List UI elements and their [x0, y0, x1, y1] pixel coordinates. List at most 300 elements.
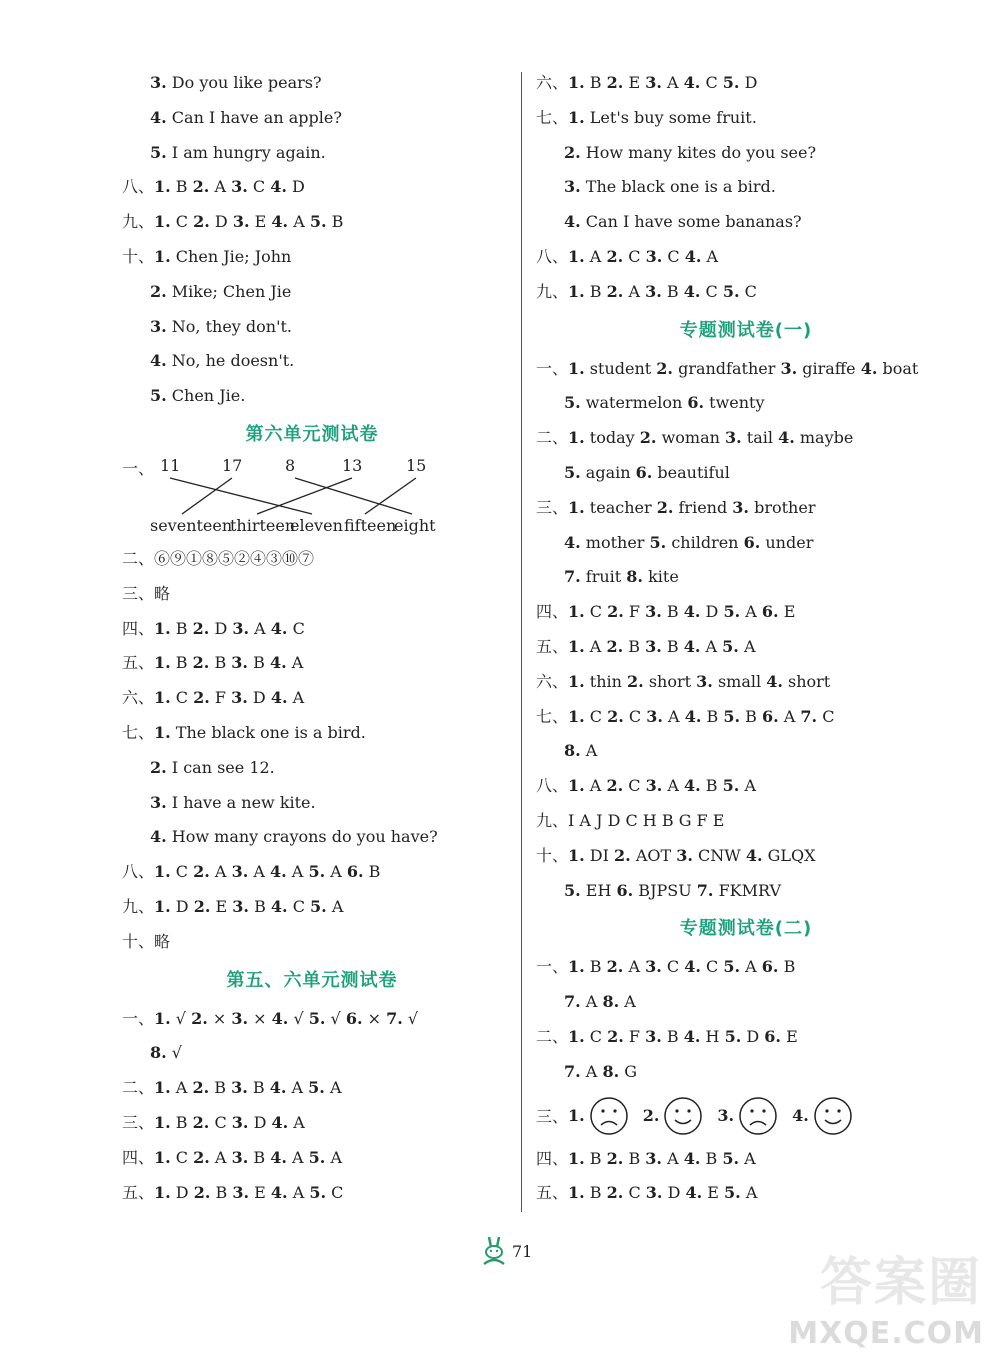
- face-item: [717, 1096, 778, 1136]
- answer-text: beautiful: [652, 462, 730, 482]
- item-number: 8.: [564, 741, 581, 761]
- answer-text: E: [781, 1026, 798, 1046]
- answer-text: B: [700, 776, 723, 796]
- item-number: 1.: [568, 845, 585, 865]
- answer-row: [122, 925, 502, 960]
- section-number: 九、: [122, 896, 155, 916]
- answer-text: A: [287, 688, 305, 708]
- match-word: fifteen: [344, 515, 397, 535]
- item-number: 7.: [800, 706, 818, 726]
- item-number: 1.: [568, 602, 585, 622]
- item-number: 6.: [635, 462, 653, 482]
- item-number: 1.: [568, 636, 585, 656]
- item-number: 1.: [154, 1147, 171, 1167]
- answer-row: [536, 386, 956, 421]
- answer-text: small: [712, 671, 767, 691]
- answer-text: C: [326, 1182, 344, 1202]
- item-number: 5.: [724, 1026, 742, 1046]
- section-number: 五、: [122, 1182, 155, 1202]
- answer-text: B: [209, 653, 232, 673]
- item-number: 5.: [308, 1147, 326, 1167]
- answer-text: B: [248, 653, 270, 673]
- face-item: [568, 1096, 629, 1136]
- answer-row: [536, 352, 956, 387]
- answer-text: F: [623, 602, 646, 622]
- item-number: 6.: [761, 706, 779, 726]
- answer-text: A: [580, 992, 603, 1012]
- section-number: 三、: [122, 583, 155, 603]
- answer-text: A: [661, 73, 684, 92]
- answer-row: [122, 612, 502, 647]
- answer-row: [536, 665, 956, 700]
- item-number: 2.: [606, 776, 624, 796]
- answer-text: B: [326, 212, 344, 232]
- answer-text: DI: [584, 845, 615, 865]
- match-word: eleven: [290, 515, 343, 535]
- item-number: 3.: [780, 358, 798, 378]
- answer-row: [536, 769, 956, 804]
- item-number: 2.: [607, 1026, 624, 1046]
- answer-text: B: [661, 636, 684, 656]
- matching-line-0: [170, 478, 312, 514]
- answer-text: A: [248, 862, 271, 882]
- section-number: 八、: [536, 776, 569, 796]
- item-number: 6.: [345, 1008, 363, 1028]
- answer-row: [536, 874, 956, 909]
- answer-text: GLQX: [762, 845, 816, 865]
- answer-text: 略: [154, 931, 171, 951]
- answer-text: A: [584, 636, 607, 656]
- answer-text: A: [170, 1078, 193, 1098]
- answer-row: [122, 542, 502, 577]
- answer-row: [122, 1141, 502, 1176]
- item-number: 2.: [193, 212, 210, 232]
- item-number: 1.: [154, 212, 171, 232]
- item-number: 2.: [192, 618, 210, 638]
- item-number: 1.: [568, 1148, 585, 1168]
- section-number: 十、: [122, 931, 155, 951]
- answer-text: A: [288, 212, 310, 232]
- happy-face-icon: [663, 1096, 703, 1136]
- item-number: 4.: [150, 351, 167, 371]
- answer-text: BJPSU: [633, 880, 697, 900]
- item-number: 5.: [722, 1148, 740, 1168]
- item-number: 7.: [564, 567, 581, 587]
- left-column: [122, 66, 502, 1210]
- answer-text: I A J D C H B G F E: [568, 810, 725, 830]
- item-number: 3.: [232, 618, 250, 638]
- answer-row: [122, 716, 502, 751]
- answer-text: A: [700, 636, 723, 656]
- answer-row: [122, 310, 502, 345]
- answer-text: A: [287, 1182, 310, 1202]
- answer-row: [122, 577, 502, 612]
- answer-row: [536, 275, 956, 310]
- item-number: 3.: [150, 792, 167, 812]
- item-number: 4.: [683, 602, 701, 622]
- item-number: 4.: [271, 212, 289, 232]
- section-number: 一、: [536, 957, 569, 977]
- answer-text: B: [170, 653, 193, 673]
- answer-row: [122, 1002, 502, 1037]
- section-number: 八、: [122, 862, 155, 882]
- answer-row: [122, 751, 502, 786]
- answer-row: [122, 855, 502, 890]
- item-number: 1.: [568, 246, 585, 266]
- item-number: 5.: [564, 462, 581, 482]
- item-number: 3.: [232, 896, 249, 916]
- matching-line-2: [295, 478, 412, 514]
- item-number: 7.: [696, 880, 714, 900]
- answer-text: A: [619, 992, 636, 1012]
- answer-text: short: [643, 671, 697, 691]
- answer-text: C: [623, 1183, 646, 1203]
- answer-row: [536, 66, 956, 101]
- answer-text: B: [170, 1112, 193, 1132]
- answer-text: G: [619, 1061, 638, 1081]
- watermark-logo: [724, 1247, 994, 1357]
- item-number: 1.: [568, 428, 585, 448]
- item-number: 4.: [564, 532, 581, 552]
- answer-text: A: [584, 246, 607, 266]
- answer-text: ⑥⑨①⑧⑤②④③⑩⑦: [154, 548, 315, 568]
- answer-text: The black one is a bird.: [170, 722, 366, 742]
- item-number: 4.: [150, 107, 167, 127]
- answer-text: A: [740, 602, 762, 622]
- item-number: 3.: [231, 862, 249, 882]
- answer-text: E: [210, 896, 233, 916]
- item-number: 8.: [626, 567, 643, 587]
- answer-text: A: [286, 1147, 309, 1167]
- item-number: 3.: [564, 177, 581, 197]
- answer-text: A: [326, 896, 344, 916]
- answer-text: D: [700, 602, 724, 622]
- item-number: 2.: [564, 142, 581, 162]
- item-number: 6.: [761, 957, 779, 977]
- item-number: 4.: [685, 1183, 703, 1203]
- item-number: 1.: [568, 73, 585, 92]
- item-number: 4.: [270, 688, 288, 708]
- answer-text: B: [209, 1078, 232, 1098]
- answer-text: C: [662, 246, 685, 266]
- answer-text: C: [170, 1147, 194, 1167]
- item-number: 3.: [645, 1026, 662, 1046]
- answer-text: C: [170, 688, 194, 708]
- section-heading: 专题测试卷(二): [679, 918, 813, 940]
- answer-text: A: [286, 653, 304, 673]
- answer-text: D: [662, 1183, 686, 1203]
- face-item: [643, 1096, 704, 1136]
- answer-text: √: [325, 1008, 346, 1028]
- answer-text: Can I have an apple?: [166, 107, 342, 127]
- answer-text: A: [288, 1112, 305, 1132]
- section-number: 九、: [536, 281, 569, 301]
- answer-row: [536, 804, 956, 839]
- item-number: 2.: [191, 1008, 208, 1028]
- item-number: 8.: [150, 1043, 167, 1063]
- answer-text: CNW: [692, 845, 746, 865]
- item-number: 1.: [568, 1106, 585, 1126]
- section-number: 七、: [122, 722, 155, 742]
- item-number: 2.: [607, 706, 624, 726]
- item-number: 7.: [386, 1008, 403, 1028]
- answer-text: E: [702, 1183, 725, 1203]
- answer-text: A: [324, 1078, 342, 1098]
- match-number: 15: [406, 455, 427, 475]
- matching-exercise: [122, 456, 502, 542]
- answer-text: B: [661, 602, 684, 622]
- answer-text: E: [778, 602, 796, 622]
- item-number: 3.: [232, 212, 250, 232]
- answer-text: C: [170, 862, 194, 882]
- answer-text: C: [584, 602, 608, 622]
- item-number: 1.: [568, 107, 585, 127]
- answer-text: A: [580, 741, 598, 761]
- rabbit-mascot-icon: [480, 1234, 508, 1268]
- item-number: 1.: [568, 957, 585, 977]
- item-number: 5.: [723, 706, 741, 726]
- answer-text: A: [623, 957, 646, 977]
- item-number: 2.: [193, 1147, 210, 1167]
- section-number: 四、: [122, 1147, 155, 1167]
- faces-row: [536, 1090, 956, 1142]
- answer-row: [122, 1071, 502, 1106]
- section-number: 七、: [536, 706, 569, 726]
- item-number: 1.: [154, 1078, 171, 1098]
- item-number: 4.: [270, 177, 287, 197]
- answer-text: E: [249, 1182, 271, 1202]
- answer-text: C: [661, 957, 685, 977]
- section-number: 十、: [536, 845, 569, 865]
- answer-text: C: [623, 246, 646, 266]
- answer-text: A: [662, 706, 685, 726]
- item-number: 3.: [150, 73, 167, 92]
- item-number: 6.: [761, 602, 779, 622]
- answer-row: [122, 344, 502, 379]
- match-word: thirteen: [230, 515, 296, 535]
- answer-text: A: [286, 1078, 309, 1098]
- item-number: 1.: [154, 246, 171, 266]
- happy-face-icon: [813, 1096, 853, 1136]
- answer-row: [122, 170, 502, 205]
- item-number: 6.: [764, 1026, 781, 1046]
- section-heading: 第五、六单元测试卷: [226, 969, 398, 991]
- item-number: 2.: [606, 1183, 624, 1203]
- item-number: 5.: [308, 862, 326, 882]
- answer-row: [536, 421, 956, 456]
- answer-row: [536, 630, 956, 665]
- section-number: 三、: [122, 1112, 155, 1132]
- answer-text: C: [623, 776, 646, 796]
- answer-row: [122, 681, 502, 716]
- match-word: eight: [394, 515, 436, 535]
- answer-text: woman: [656, 428, 725, 448]
- answer-text: F: [623, 1026, 646, 1046]
- answer-text: thin: [584, 671, 628, 691]
- item-number: 6.: [346, 862, 364, 882]
- item-number: 3.: [645, 636, 662, 656]
- answer-text: A: [249, 618, 271, 638]
- answer-text: √: [166, 1043, 182, 1063]
- item-number: 1.: [568, 1183, 585, 1203]
- answer-text: A: [740, 1183, 758, 1203]
- item-number: 3.: [231, 1008, 249, 1028]
- section-heading: 专题测试卷(一): [679, 319, 813, 341]
- item-number: 4.: [683, 281, 701, 301]
- answer-row: [536, 734, 956, 769]
- answer-text: watermelon: [580, 393, 688, 413]
- item-number: 4.: [684, 706, 702, 726]
- item-number: 3.: [725, 428, 742, 448]
- item-number: 4.: [684, 957, 701, 977]
- answer-text: B: [170, 618, 193, 638]
- answer-text: B: [701, 706, 724, 726]
- answer-text: B: [623, 1148, 646, 1168]
- item-number: 3.: [231, 688, 248, 708]
- answer-text: B: [210, 1182, 233, 1202]
- item-number: 4.: [269, 1078, 287, 1098]
- section-number: 六、: [536, 671, 569, 691]
- section-number: 一、: [122, 1008, 155, 1028]
- item-number: 6.: [687, 393, 705, 413]
- item-number: 1.: [154, 653, 171, 673]
- answer-text: A: [623, 281, 646, 301]
- answer-row: [122, 646, 502, 681]
- section-number: 三、: [536, 497, 569, 517]
- matching-line-4: [365, 478, 416, 514]
- answer-row: [536, 950, 956, 985]
- answer-text: A: [325, 1147, 342, 1167]
- item-number: 1.: [154, 1008, 171, 1028]
- item-number: 3.: [231, 653, 248, 673]
- answer-row: [536, 526, 956, 561]
- item-number: 2.: [193, 862, 210, 882]
- answer-row: [536, 1020, 956, 1055]
- item-number: 1.: [568, 776, 585, 796]
- answer-text: fruit: [580, 567, 627, 587]
- answer-text: C: [700, 957, 724, 977]
- item-number: 1.: [154, 1112, 171, 1132]
- answer-text: ×: [248, 1008, 272, 1028]
- answer-text: B: [584, 73, 607, 92]
- answer-text: The black one is a bird.: [580, 177, 776, 197]
- item-number: 4.: [683, 636, 701, 656]
- page-footer: [480, 1234, 532, 1268]
- answer-text: I can see 12.: [166, 757, 275, 777]
- answer-text: Can I have some bananas?: [580, 212, 802, 232]
- answer-text: H: [700, 1026, 725, 1046]
- section-number: 八、: [122, 177, 155, 197]
- answer-row: [122, 379, 502, 414]
- answer-text: again: [580, 462, 636, 482]
- answer-text: A: [662, 1148, 684, 1168]
- item-number: 4.: [684, 246, 702, 266]
- answer-text: A: [739, 1148, 756, 1168]
- answer-row: [536, 595, 956, 630]
- item-number: 3.: [646, 706, 663, 726]
- answer-text: Do you like pears?: [166, 73, 322, 92]
- item-number: 5.: [150, 386, 167, 406]
- answer-text: A: [286, 862, 309, 882]
- answer-row: [122, 101, 502, 136]
- answer-row: [536, 560, 956, 595]
- item-number: 1.: [154, 618, 171, 638]
- answer-text: C: [209, 1112, 232, 1132]
- item-number: 5.: [309, 1182, 327, 1202]
- answer-text: ×: [362, 1008, 387, 1028]
- section-number: 七、: [536, 107, 569, 127]
- answer-text: ×: [207, 1008, 232, 1028]
- answer-text: A: [738, 636, 756, 656]
- item-number: 1.: [568, 706, 585, 726]
- item-number: 4.: [270, 1182, 288, 1202]
- match-number: 11: [160, 455, 181, 475]
- item-number: 3.: [231, 1078, 248, 1098]
- answer-row: [536, 491, 956, 526]
- answer-row: [536, 240, 956, 275]
- answer-text: C: [623, 706, 647, 726]
- item-number: 4.: [766, 671, 783, 691]
- answer-row: [536, 456, 956, 491]
- item-number: 5.: [722, 636, 739, 656]
- item-number: 8.: [602, 992, 620, 1012]
- answer-row: [536, 985, 956, 1020]
- match-number: 8: [285, 455, 296, 475]
- answer-text: A: [584, 776, 607, 796]
- answer-row: [122, 66, 502, 101]
- answer-text: B: [248, 1147, 271, 1167]
- section-number: 一、: [536, 358, 569, 378]
- answer-text: C: [584, 706, 608, 726]
- item-number: 4.: [792, 1106, 809, 1126]
- section-number: 五、: [122, 653, 155, 673]
- answer-row: [122, 1036, 502, 1071]
- answer-text: EH: [580, 880, 617, 900]
- answer-text: C: [247, 177, 271, 197]
- answer-row: [536, 1176, 956, 1211]
- answer-row: [536, 700, 956, 735]
- item-number: 2.: [193, 896, 211, 916]
- item-number: 1.: [154, 896, 171, 916]
- answer-text: A: [778, 706, 801, 726]
- item-number: 8.: [602, 1061, 620, 1081]
- answer-text: D: [248, 1112, 272, 1132]
- answer-text: C: [817, 706, 835, 726]
- answer-row: [122, 240, 502, 275]
- item-number: 3.: [645, 957, 662, 977]
- answer-text: A: [209, 177, 232, 197]
- answer-text: AOT: [630, 845, 677, 865]
- answer-text: student: [584, 358, 657, 378]
- item-number: 5.: [649, 532, 667, 552]
- answer-text: A: [325, 862, 347, 882]
- watermark-cn: 答案圈: [819, 1253, 982, 1313]
- answer-text: today: [584, 428, 640, 448]
- answer-text: short: [782, 671, 831, 691]
- item-number: 7.: [564, 992, 581, 1012]
- item-number: 5.: [309, 212, 327, 232]
- item-number: 3.: [231, 177, 248, 197]
- answer-text: No, he doesn't.: [166, 351, 295, 371]
- item-number: 3.: [150, 316, 167, 336]
- item-number: 5.: [722, 73, 740, 92]
- answer-row: [536, 1055, 956, 1090]
- item-number: 2.: [193, 688, 210, 708]
- item-number: 1.: [154, 177, 171, 197]
- answer-row: [122, 1106, 502, 1141]
- item-number: 3.: [732, 497, 749, 517]
- answer-text: How many kites do you see?: [580, 142, 817, 162]
